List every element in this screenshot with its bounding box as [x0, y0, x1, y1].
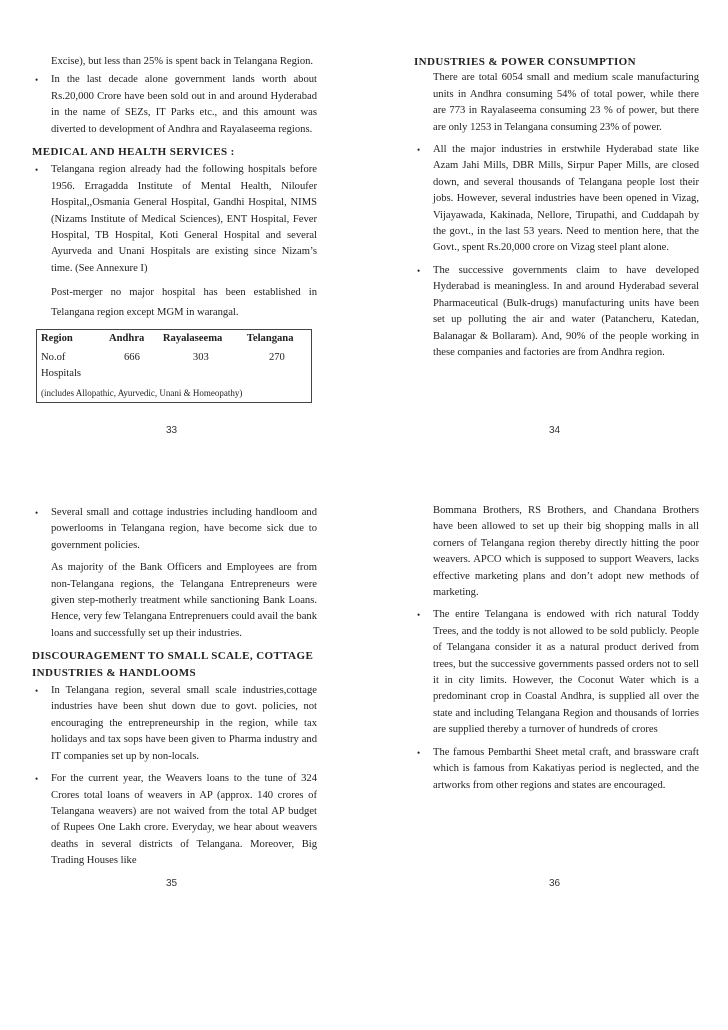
bullet-item — [414, 607, 699, 738]
bullet-mark: • — [35, 508, 39, 518]
table-header-cell: Region — [41, 333, 73, 345]
table-cell: No.of Hospitals — [41, 351, 82, 380]
table-header-row — [37, 330, 312, 349]
bullet-mark: • — [35, 75, 39, 86]
page-number: 33 — [166, 425, 178, 436]
bullet-item — [414, 263, 699, 361]
table-note: (includes Allopathic, Ayurvedic, Unani & Homeopathy) — [41, 387, 243, 398]
bullet-item — [32, 162, 317, 277]
bullet-text: The entire Telangana is endowed with rich natural Toddy Trees, and the toddy is not allowed to be sold publicly. People of Telangana consider it as a natural product derived from trees, but the successive governments passed orders not to sell it in city limits. However, the Coconut Water which is a predominant crop in Coastal Andhra, is supplied all over the state and including Telangana Region and thousands of lorries are supplied thereby a turnover of hundreds of crores — [433, 609, 699, 736]
bullet-item — [32, 505, 317, 554]
bullet-text: The successive governments claim to have developed Hyderabad is meaningless. In and around Hyderabad several Pharmaceutical (Bulk-drugs) manufacturing units have been set up polluting the air and water (Patancheru, Katedan, Balanagar & Bollaram). And, 90% of the people working in these companies and factories are from Andhra region. — [433, 264, 699, 358]
page-number: 34 — [549, 425, 561, 436]
bullet-text: The famous Pembarthi Sheet metal craft, and brassware craft which is famous from Kakatiyas period is neglected, and the artworks from other regions and states are encouraged. — [433, 746, 699, 791]
bullet-mark: • — [35, 686, 39, 697]
section-heading: INDUSTRIES & POWER CONSUMPTION — [414, 56, 636, 68]
table-header-cell: Andhra — [109, 333, 145, 345]
bullet-item — [32, 683, 317, 765]
bullet-text: In Telangana region, several small scale industries,cottage industries have been shut down due to govt. policies, not encouraging the entrepreneurship in the region, while tax holidays and tax sops have been given to Pharma industry and IT companies set up by non-locals. — [51, 685, 317, 762]
bullet-text: Telangana region already had the following hospitals before 1956. Erragadda Institute of Mental Health, Niloufer Hospital,,Osmania General Hospital, Gandhi Hospital, NIMS (Nizams Institute of Medical Sciences), ENT Hospital, Fever Hospital, TB Hospital, Koti General Hospital and several Ayurveda and Unani Hospitals are existing since Nizam’s time. (See Annexure I) — [51, 164, 317, 274]
bullet-text: Several small and cottage industries including handloom and powerlooms in Telangana region, have become sick due to government policies. — [51, 507, 317, 551]
section-heading: MEDICAL AND HEALTH SERVICES : — [32, 146, 235, 159]
bullet-mark: • — [417, 610, 421, 621]
table-note-row — [37, 384, 312, 403]
bullet-text: For the current year, the Weavers loans to the tune of 324 Crores total loans of weavers in AP (approx. 140 crores of Telangana weavers) are not waived from the total AP budget of Rupees One Lakh crore. Everyday, we hear about weavers deaths in several districts of Telangana. Moreover, Big Trading Houses like — [51, 773, 317, 867]
table-cell: 270 — [268, 351, 285, 363]
bullet-text: In the last decade alone government lands worth about Rs.20,000 Crore have been sold out in and around Hyderabad in the name of SEZs, IT Parks etc., and this amount was diverted to development of Andhra and Rayalaseema regions. — [51, 74, 317, 135]
table-row — [37, 349, 312, 384]
bullet-item — [414, 142, 699, 257]
continuation-text: Bommana Brothers, RS Brothers, and Chandana Brothers have been allowed to set up their big shopping malls in all corners of Telangana region thereby directly hitting the poor weavers. APCO which is supposed to support Weavers, lacks effective marketing plans and don’t adopt new methods of marketing. — [433, 505, 699, 599]
page-34-column — [414, 54, 699, 367]
bullet-mark: • — [417, 145, 421, 156]
table-header-cell: Telangana — [246, 333, 294, 345]
bullet-item — [32, 72, 317, 138]
hospital-table — [36, 329, 312, 403]
page-number: 36 — [549, 878, 561, 889]
bank-loans-text: As majority of the Bank Officers and Employees are from non-Telangana regions, the Telangana Entrepreneurs were given step-motherly treatment while sanctioning Bank Loans. Hence, very few Telangana Entreprenuers could avail the bank loans and successfully set up their industries. — [51, 562, 317, 639]
table-cell: 666 — [124, 351, 140, 363]
page-33-column — [32, 54, 317, 403]
page-36-column — [414, 503, 699, 800]
table-cell: 303 — [192, 351, 209, 363]
bullet-mark: • — [35, 774, 39, 785]
bullet-mark: • — [417, 747, 421, 758]
section-heading: DISCOURAGEMENT TO SMALL SCALE, COTTAGE INDUSTRIES & HANDLOOMS — [32, 650, 314, 679]
table-header-cell: Rayalaseema — [162, 333, 223, 345]
bullet-item — [414, 745, 699, 794]
bullet-item — [32, 771, 317, 869]
bullet-mark: • — [35, 165, 39, 176]
intro-text: There are total 6054 small and medium scale manufacturing units in Andhra consuming 54% of total power, while there are 773 in Rayalaseema consuming 23 % of power, but there are only 1253 in Telangana consuming 23% of power. — [433, 72, 699, 133]
page-number: 35 — [166, 878, 178, 889]
page-35-column — [32, 503, 317, 876]
bullet-mark: • — [417, 265, 421, 276]
bullet-text: All the major industries in erstwhile Hyderabad state like Azam Jahi Mills, DBR Mills, Sirpur Paper Mills, are closed down, and several thousands of Telangana people lost their jobs. However, several industries have been opened in Vizag, Vijayawada, Kakinada, Nellore, Tirupathi, and Cuddapah by the govt., in the last 53 years. Need to mention here, that the Govt., spent Rs.20,000 crore on Vizag steel plant alone. — [433, 144, 699, 254]
post-merger-text: Post-merger no major hospital has been established in Telangana region except MGM in warangal. — [51, 287, 317, 319]
continuation-text: Excise), but less than 25% is spent back in Telangana Region. — [51, 56, 314, 67]
